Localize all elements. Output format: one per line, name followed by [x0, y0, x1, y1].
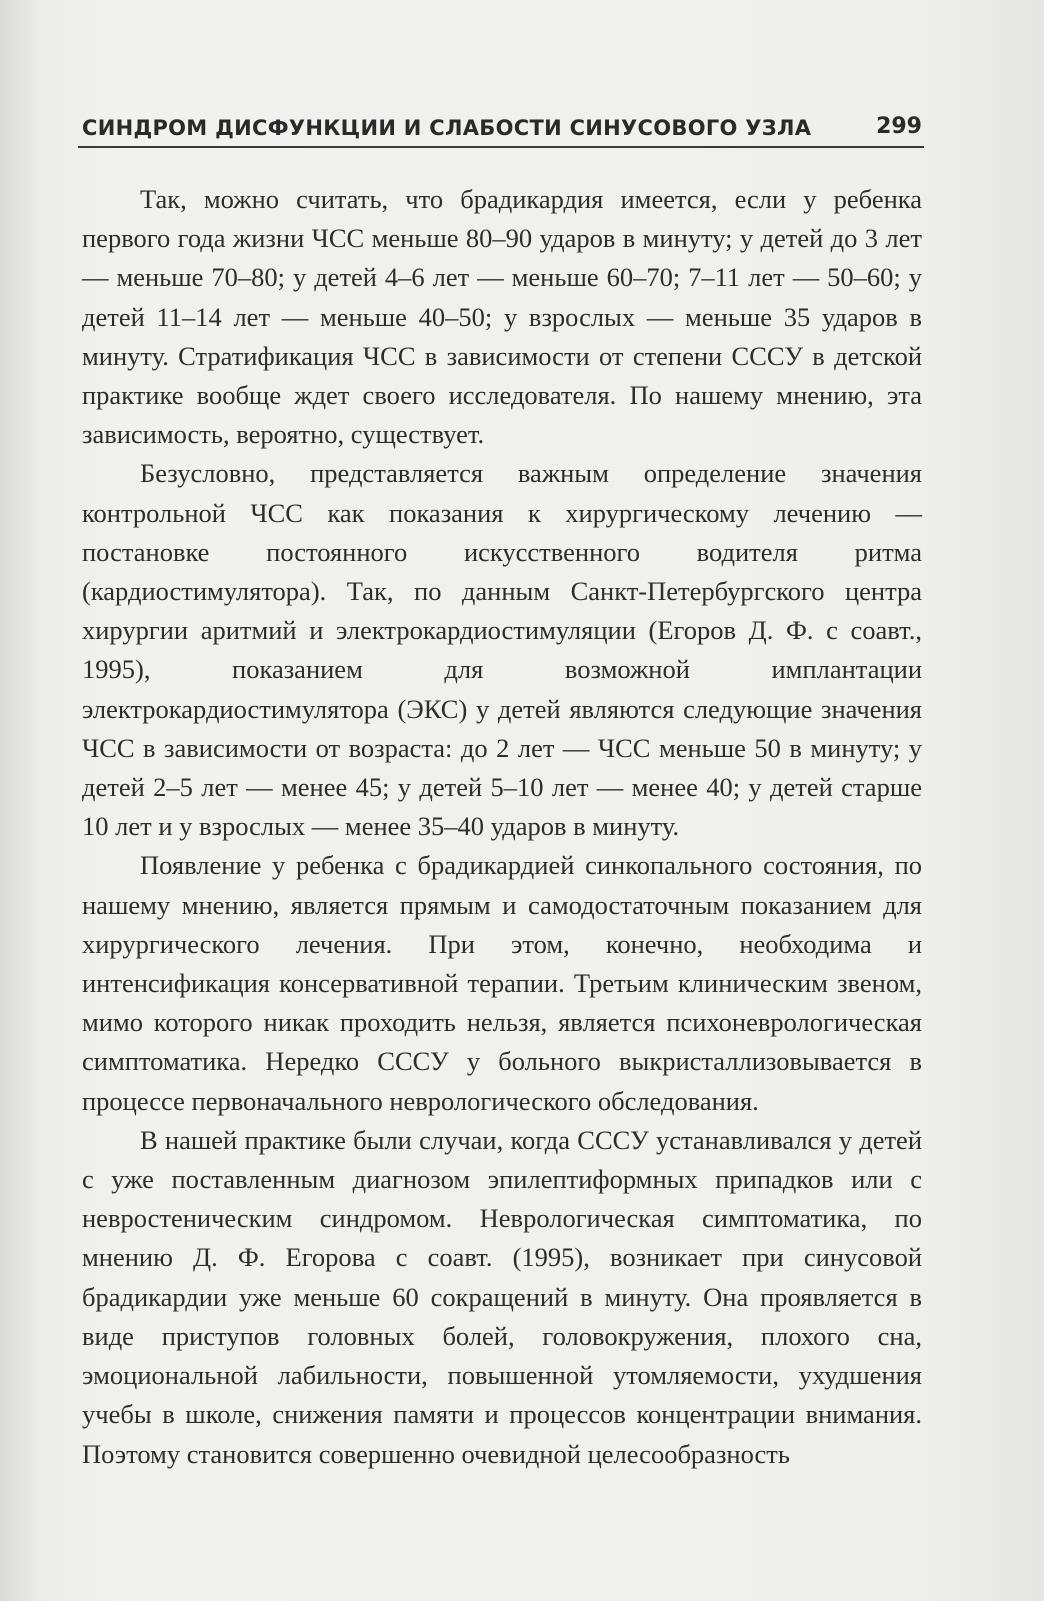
body-text [82, 180, 922, 1474]
running-header [78, 112, 924, 148]
running-title: СИНДРОМ ДИСФУНКЦИИ И СЛАБОСТИ СИНУСОВОГО УЗЛА [82, 116, 812, 140]
paragraph-neurological-symptoms: В нашей практике были случаи, когда СССУ устанавливался у детей с уже поставленным диагнозом эпилептиформных припадков или с невростеническим синдромом. Неврологическая симптоматика, по мнению Д. Ф. Егорова с соавт. (1995), возникает при синусовой брадикардии уже меньше 60 сокращений в минуту. Она проявляется в виде приступов головных болей, головокружения, плохого сна, эмоциональной лабильности, повышенной утомляемости, ухудшения учебы в школе, снижения памяти и процессов концентрации внимания. Поэтому становится совершенно очевидной целесообразность [82, 1124, 922, 1469]
paragraph-syncope-indication: Появление у ребенка с брадикардией синкопального состояния, по нашему мнению, является прямым и самодостаточным показанием для хирургического лечения. При этом, конечно, необходима и интенсификация консервативной терапии. Третьим клиническим звеном, мимо которого никак проходить нельзя, является психоневрологическая симптоматика. Нередко СССУ у больного выкристаллизовывается в процессе первоначального неврологического обследования. [82, 850, 922, 1116]
paragraph-pacemaker-indications: Безусловно, представляется важным определение значения контрольной ЧСС как показания к хирургическому лечению — постановке постоянного искусственного водителя ритма (кардиостимулятора). Так, по данным Санкт-Петербургского центра хирургии аритмий и электрокардиостимуляции (Егоров Д. Ф. с соавт., 1995), показанием для возможной имплантации электрокардиостимулятора (ЭКС) у детей являются следующие значения ЧСС в зависимости от возраста: до 2 лет — ЧСС меньше 50 в минуту; у детей 2–5 лет — менее 45; у детей 5–10 лет — менее 40; у детей старше 10 лет и у взрослых — менее 35–40 ударов в минуту. [82, 458, 922, 842]
paragraph-bradycardia-thresholds: Так, можно считать, что брадикардия имеется, если у ребенка первого года жизни ЧСС меньше 80–90 ударов в минуту; у детей до 3 лет — меньше 70–80; у детей 4–6 лет — меньше 60–70; 7–11 лет — 50–60; у детей 11–14 лет — меньше 40–50; у взрослых — меньше 35 ударов в минуту. Стратификация ЧСС в зависимости от степени СССУ в детской практике вообще ждет своего исследователя. По нашему мнению, эта зависимость, вероятно, существует. [82, 184, 922, 450]
page-number: 299 [876, 114, 922, 139]
